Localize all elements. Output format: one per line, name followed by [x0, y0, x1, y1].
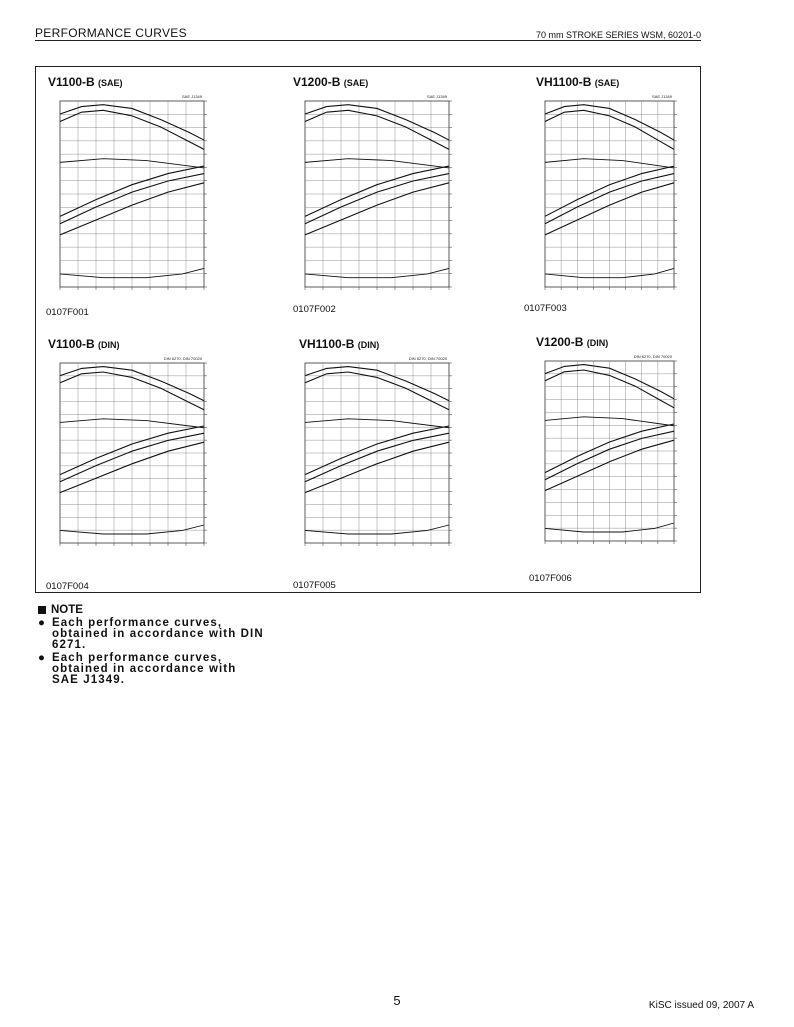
note-item	[38, 653, 298, 686]
note-item-text: Each performance curves, obtained in accordance with SAE J1349.	[52, 652, 237, 686]
bullet-icon: ●	[38, 652, 47, 664]
chart-standard-suffix: (DIN)	[357, 340, 380, 350]
curve-figure	[291, 351, 471, 563]
curve-figure	[46, 89, 226, 307]
standard-label: SAE J1349	[181, 94, 202, 99]
performance-chart	[46, 89, 226, 307]
performance-chart	[531, 89, 696, 307]
page-number: 5	[393, 993, 401, 1008]
figure-id: 0107F005	[293, 580, 336, 591]
page-header-title: PERFORMANCE CURVES	[35, 26, 187, 40]
chart-title	[536, 335, 608, 349]
chart-model: V1200-B	[536, 335, 584, 349]
bullet-icon: ●	[38, 617, 47, 629]
issue-info: KiSC issued 09, 2007 A	[648, 1000, 754, 1011]
chart-model: VH1100-B	[299, 337, 355, 351]
figure-id: 0107F004	[46, 581, 89, 592]
square-bullet-icon	[38, 606, 46, 614]
chart-model: VH1100-B	[536, 75, 592, 89]
note-item-text: Each performance curves, obtained in accordance with DIN 6271.	[52, 617, 264, 651]
header-rule	[35, 40, 701, 41]
curve-figure	[291, 89, 471, 307]
charts-panel	[35, 66, 701, 593]
performance-chart	[291, 351, 471, 563]
figure-id: 0107F003	[524, 303, 567, 314]
figure-id: 0107F002	[293, 304, 336, 315]
chart-model: V1100-B	[48, 337, 95, 351]
curve-figure	[531, 349, 696, 561]
chart-standard-suffix: (SAE)	[343, 78, 369, 88]
chart-standard-suffix: (SAE)	[594, 78, 620, 88]
chart-title	[536, 75, 619, 89]
chart-model: V1200-B	[293, 75, 341, 89]
note-section	[38, 604, 298, 686]
standard-label: SAE J1349	[651, 94, 672, 99]
standard-label: SAE J1349	[426, 94, 447, 99]
curve-figure	[46, 351, 226, 563]
chart-title	[299, 337, 379, 351]
chart-standard-suffix: (DIN)	[98, 340, 120, 350]
standard-label: DIN 6270, DIN 70020	[408, 356, 447, 361]
chart-model: V1100-B	[48, 75, 95, 89]
curve-figure	[531, 89, 696, 307]
chart-title	[48, 75, 123, 89]
performance-chart	[291, 89, 471, 307]
performance-chart	[46, 351, 226, 563]
page-header-series: 70 mm STROKE SERIES WSM, 60201-0	[535, 30, 701, 40]
chart-title	[293, 75, 368, 89]
note-item	[38, 618, 298, 651]
chart-standard-suffix: (DIN)	[586, 338, 609, 348]
standard-label: DIN 6270, DIN 70020	[633, 354, 672, 359]
figure-id: 0107F006	[529, 573, 572, 584]
chart-title	[48, 337, 120, 351]
performance-chart	[531, 349, 696, 561]
standard-label: DIN 6270, DIN 70020	[163, 356, 202, 361]
note-heading-text: NOTE	[51, 604, 83, 616]
chart-standard-suffix: (SAE)	[98, 78, 123, 88]
note-heading	[38, 604, 298, 616]
figure-id: 0107F001	[46, 307, 89, 318]
